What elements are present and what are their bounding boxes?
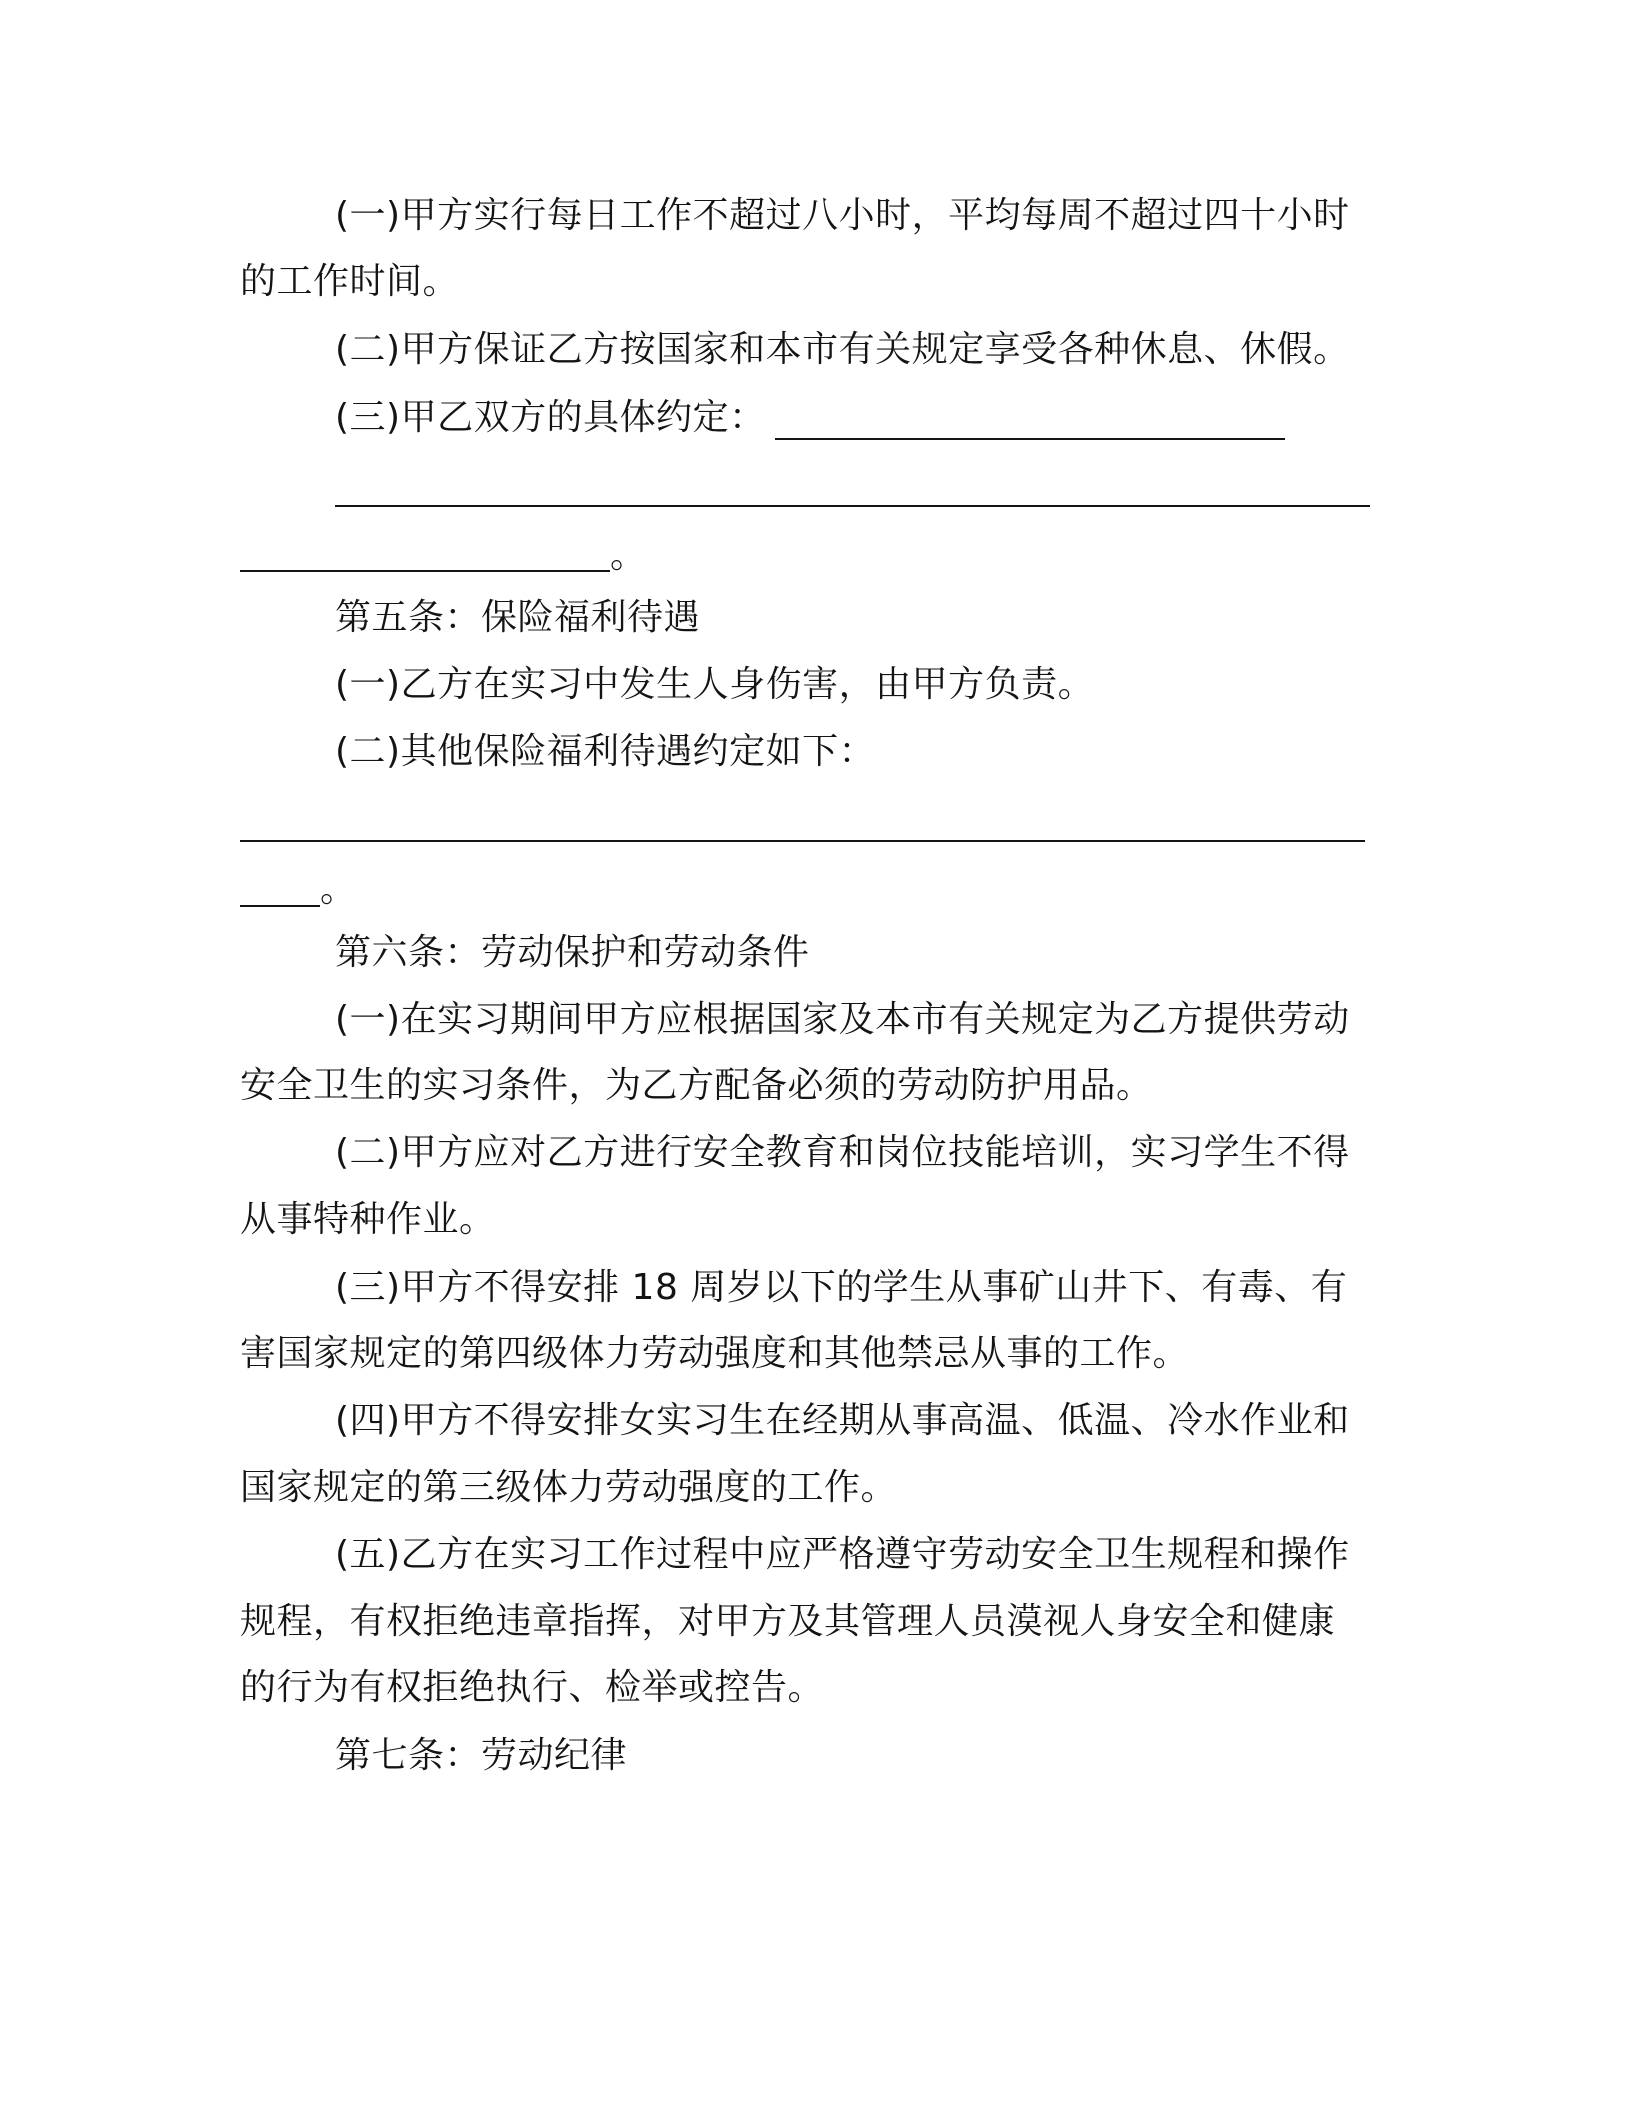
paragraph-line: (二)其他保险福利待遇约定如下： bbox=[335, 731, 876, 772]
fill-in-blank bbox=[775, 438, 1285, 440]
period-mark: 。 bbox=[320, 869, 357, 910]
paragraph-line: (二)甲方应对乙方进行安全教育和岗位技能培训，实习学生不得 bbox=[335, 1132, 1350, 1173]
paragraph-line: (五)乙方在实习工作过程中应严格遵守劳动安全卫生规程和操作 bbox=[335, 1534, 1350, 1575]
paragraph-line: 国家规定的第三级体力劳动强度的工作。 bbox=[240, 1467, 898, 1508]
paragraph-line: 害国家规定的第四级体力劳动强度和其他禁忌从事的工作。 bbox=[240, 1333, 1190, 1374]
paragraph-line bbox=[335, 398, 766, 438]
agreement-label: (三)甲乙双方的具体约定： bbox=[335, 397, 766, 438]
section-heading: 第七条：劳动纪律 bbox=[335, 1735, 628, 1776]
period-mark: 。 bbox=[610, 535, 647, 576]
paragraph-line: 安全卫生的实习条件，为乙方配备必须的劳动防护用品。 bbox=[240, 1065, 1153, 1106]
paragraph-line: (一)甲方实行每日工作不超过八小时，平均每周不超过四十小时 bbox=[335, 195, 1350, 236]
paragraph-line: 从事特种作业。 bbox=[240, 1199, 496, 1240]
paragraph-line: 的行为有权拒绝执行、检举或控告。 bbox=[240, 1667, 825, 1708]
fill-in-blank bbox=[240, 570, 610, 572]
fill-in-blank bbox=[240, 840, 1365, 842]
paragraph-line: (一)乙方在实习中发生人身伤害，由甲方负责。 bbox=[335, 664, 1095, 705]
paragraph-line: (二)甲方保证乙方按国家和本市有关规定享受各种休息、休假。 bbox=[335, 329, 1350, 370]
fill-in-blank bbox=[335, 505, 1370, 507]
paragraph-line: (三)甲方不得安排 18 周岁以下的学生从事矿山井下、有毒、有 bbox=[335, 1267, 1348, 1308]
paragraph-line: 的工作时间。 bbox=[240, 261, 460, 302]
paragraph-line: 规程，有权拒绝违章指挥，对甲方及其管理人员漠视人身安全和健康 bbox=[240, 1601, 1336, 1642]
paragraph-line: (四)甲方不得安排女实习生在经期从事高温、低温、冷水作业和 bbox=[335, 1400, 1350, 1441]
section-heading: 第五条：保险福利待遇 bbox=[335, 597, 701, 638]
fill-in-blank bbox=[240, 905, 320, 907]
paragraph-line: (一)在实习期间甲方应根据国家及本市有关规定为乙方提供劳动 bbox=[335, 999, 1350, 1040]
section-heading: 第六条：劳动保护和劳动条件 bbox=[335, 932, 810, 973]
